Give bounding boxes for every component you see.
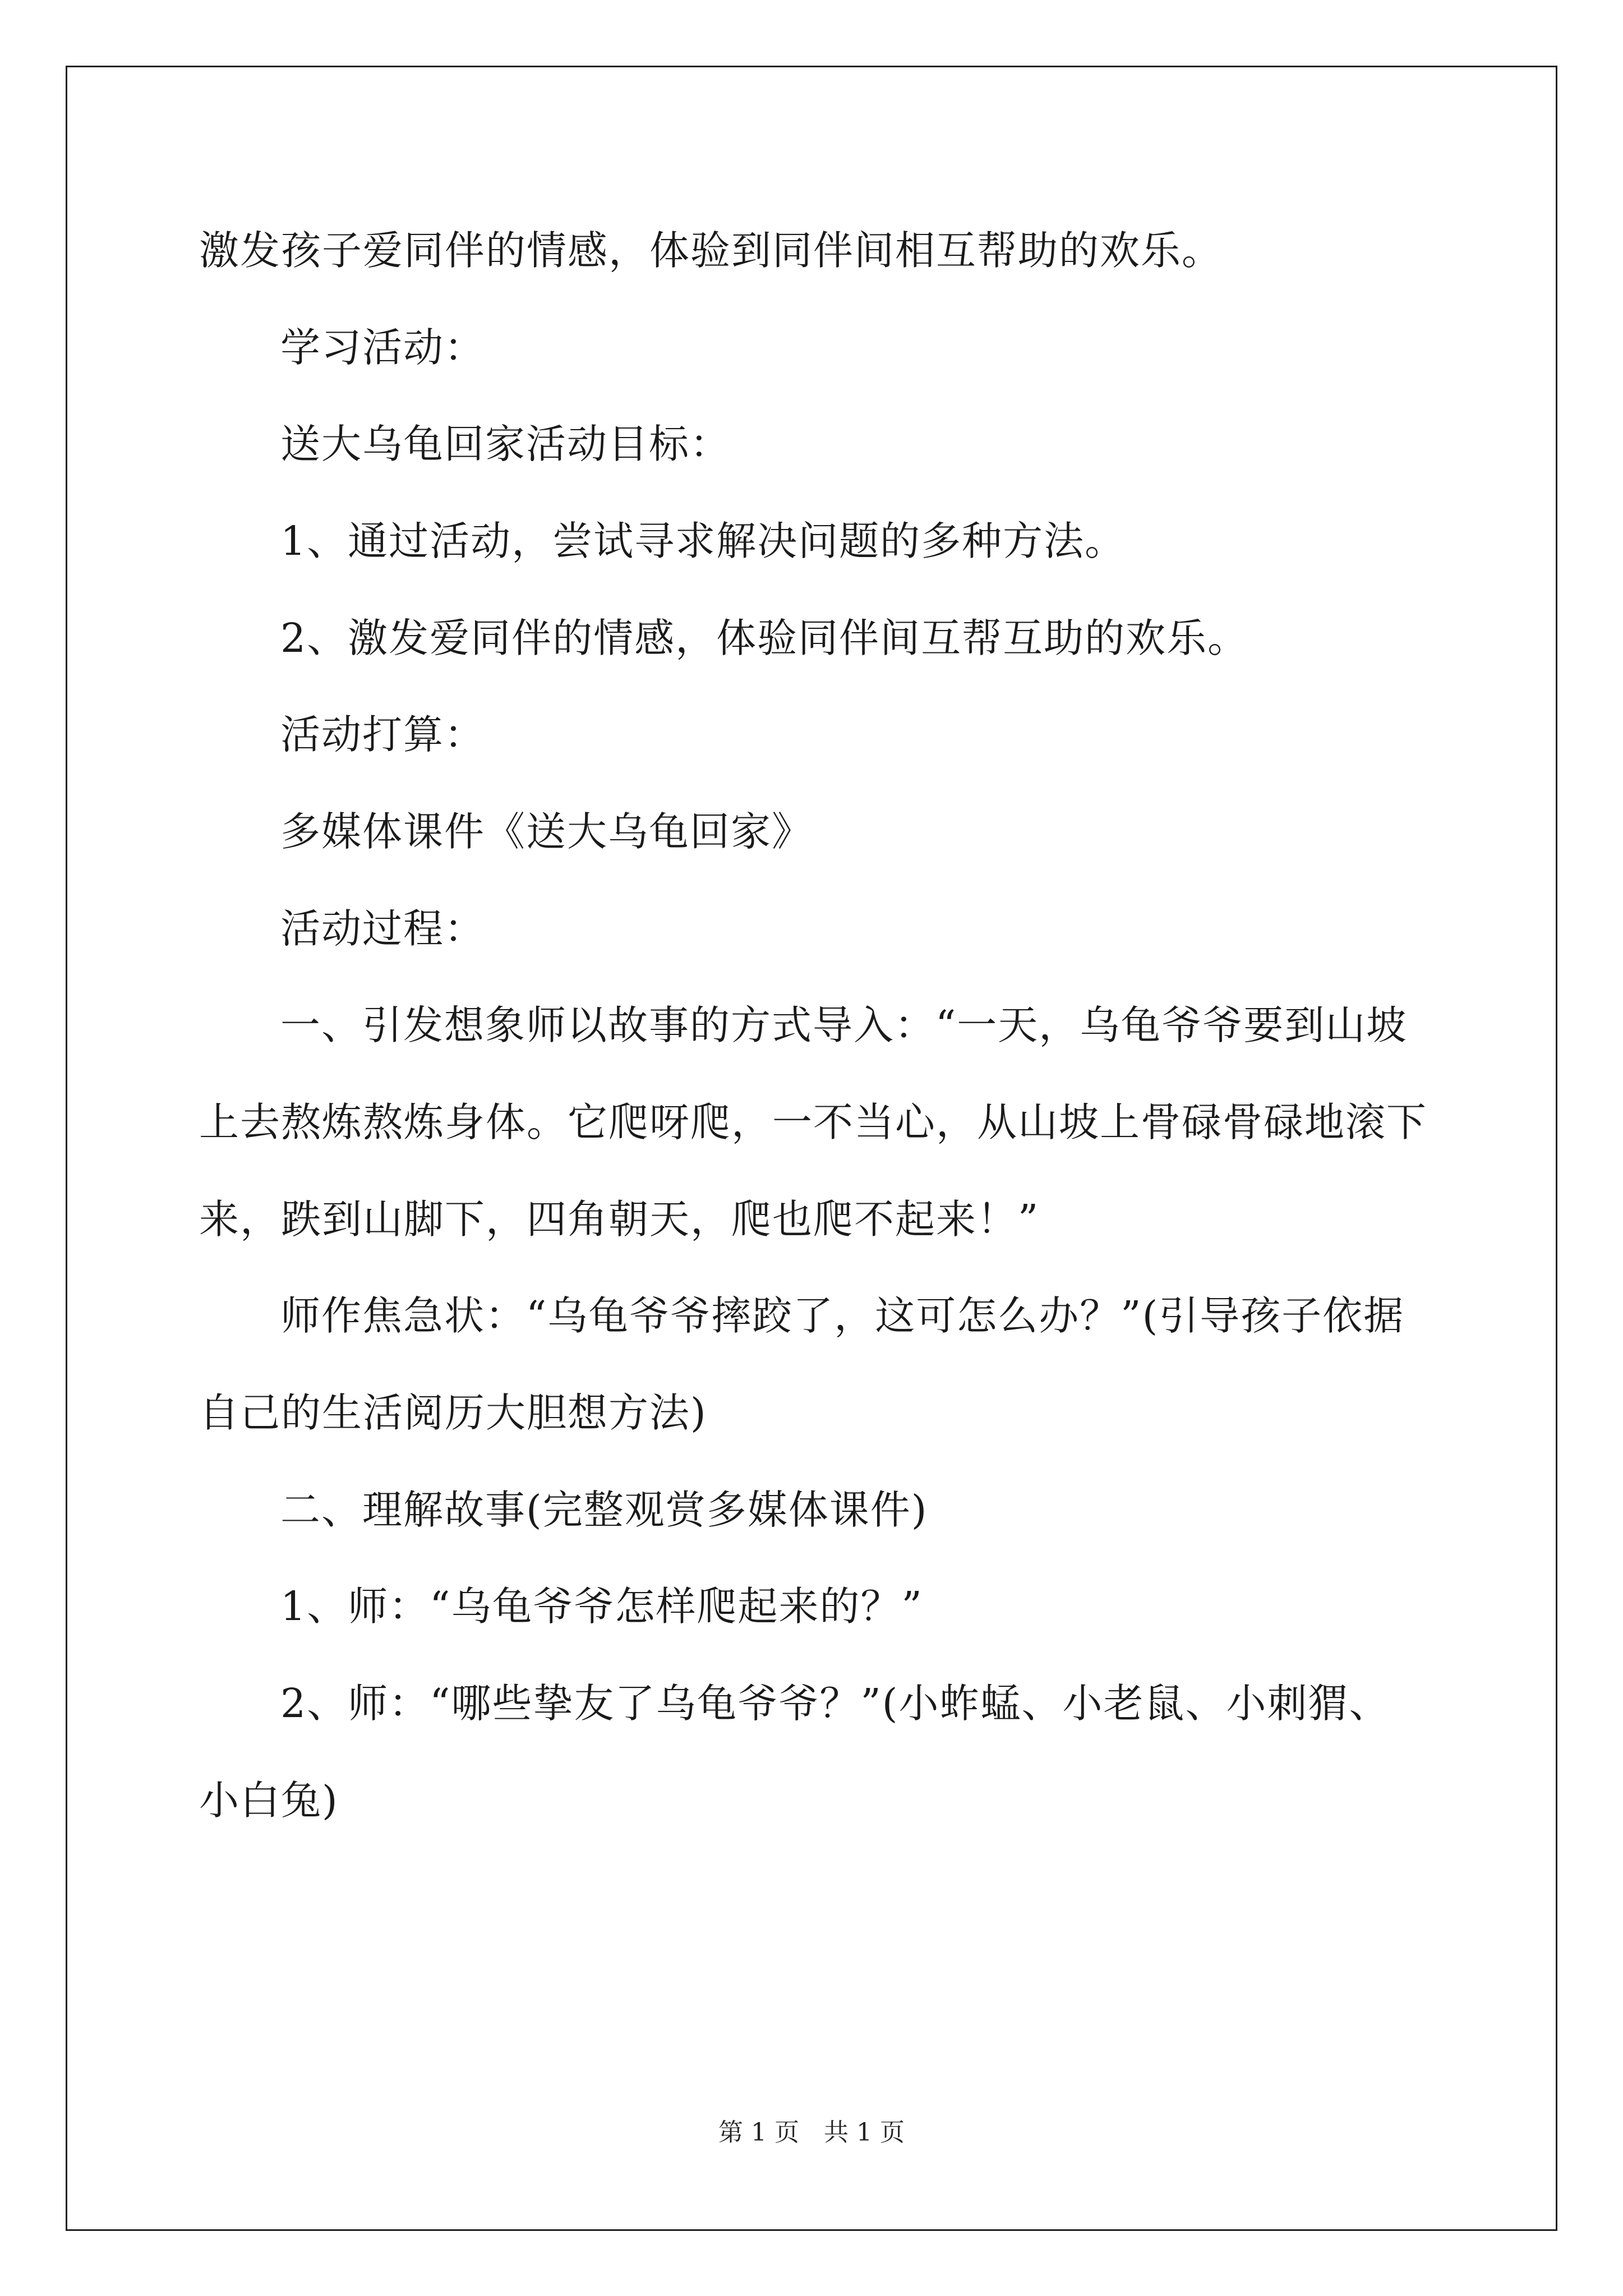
text-line: 活动过程： — [280, 905, 486, 952]
text-line: 一、引发想象师以故事的方式导入：“一天，乌龟爷爷要到山坡 — [280, 1002, 1408, 1048]
text-line: 1、通过活动，尝试寻求解决问题的多种方法。 — [280, 518, 1126, 564]
text-line: 激发孩子爱同伴的情感，体验到同伴间相互帮助的欢乐。 — [199, 227, 1223, 274]
text-line: 活动打算： — [280, 711, 486, 758]
text-line: 送大乌龟回家活动目标： — [280, 421, 731, 467]
text-line: 小白兔) — [199, 1777, 339, 1824]
text-line: 来，跌到山脚下，四角朝天，爬也爬不起来！” — [199, 1196, 1040, 1243]
text-line: 多媒体课件《送大乌龟回家》 — [280, 808, 813, 855]
text-line: 上去熬炼熬炼身体。它爬呀爬，一不当心，从山坡上骨碌骨碌地滚下 — [199, 1099, 1428, 1145]
text-line: 自己的生活阅历大胆想方法) — [199, 1389, 707, 1436]
text-line: 2、师：“哪些挚友了乌龟爷爷？”(小蚱蜢、小老鼠、小刺猬、 — [280, 1680, 1390, 1727]
text-line: 2、激发爱同伴的情感，体验同伴间互帮互助的欢乐。 — [280, 615, 1249, 661]
text-line: 1、师：“乌龟爷爷怎样爬起来的？” — [280, 1583, 923, 1630]
text-line: 师作焦急状：“乌龟爷爷摔跤了，这可怎么办？”(引导孩子依据 — [280, 1292, 1405, 1339]
page-number-footer: 第 1 页 共 1 页 — [718, 2118, 905, 2147]
text-line: 学习活动： — [280, 324, 486, 371]
text-line: 二、理解故事(完整观赏多媒体课件) — [280, 1487, 928, 1533]
